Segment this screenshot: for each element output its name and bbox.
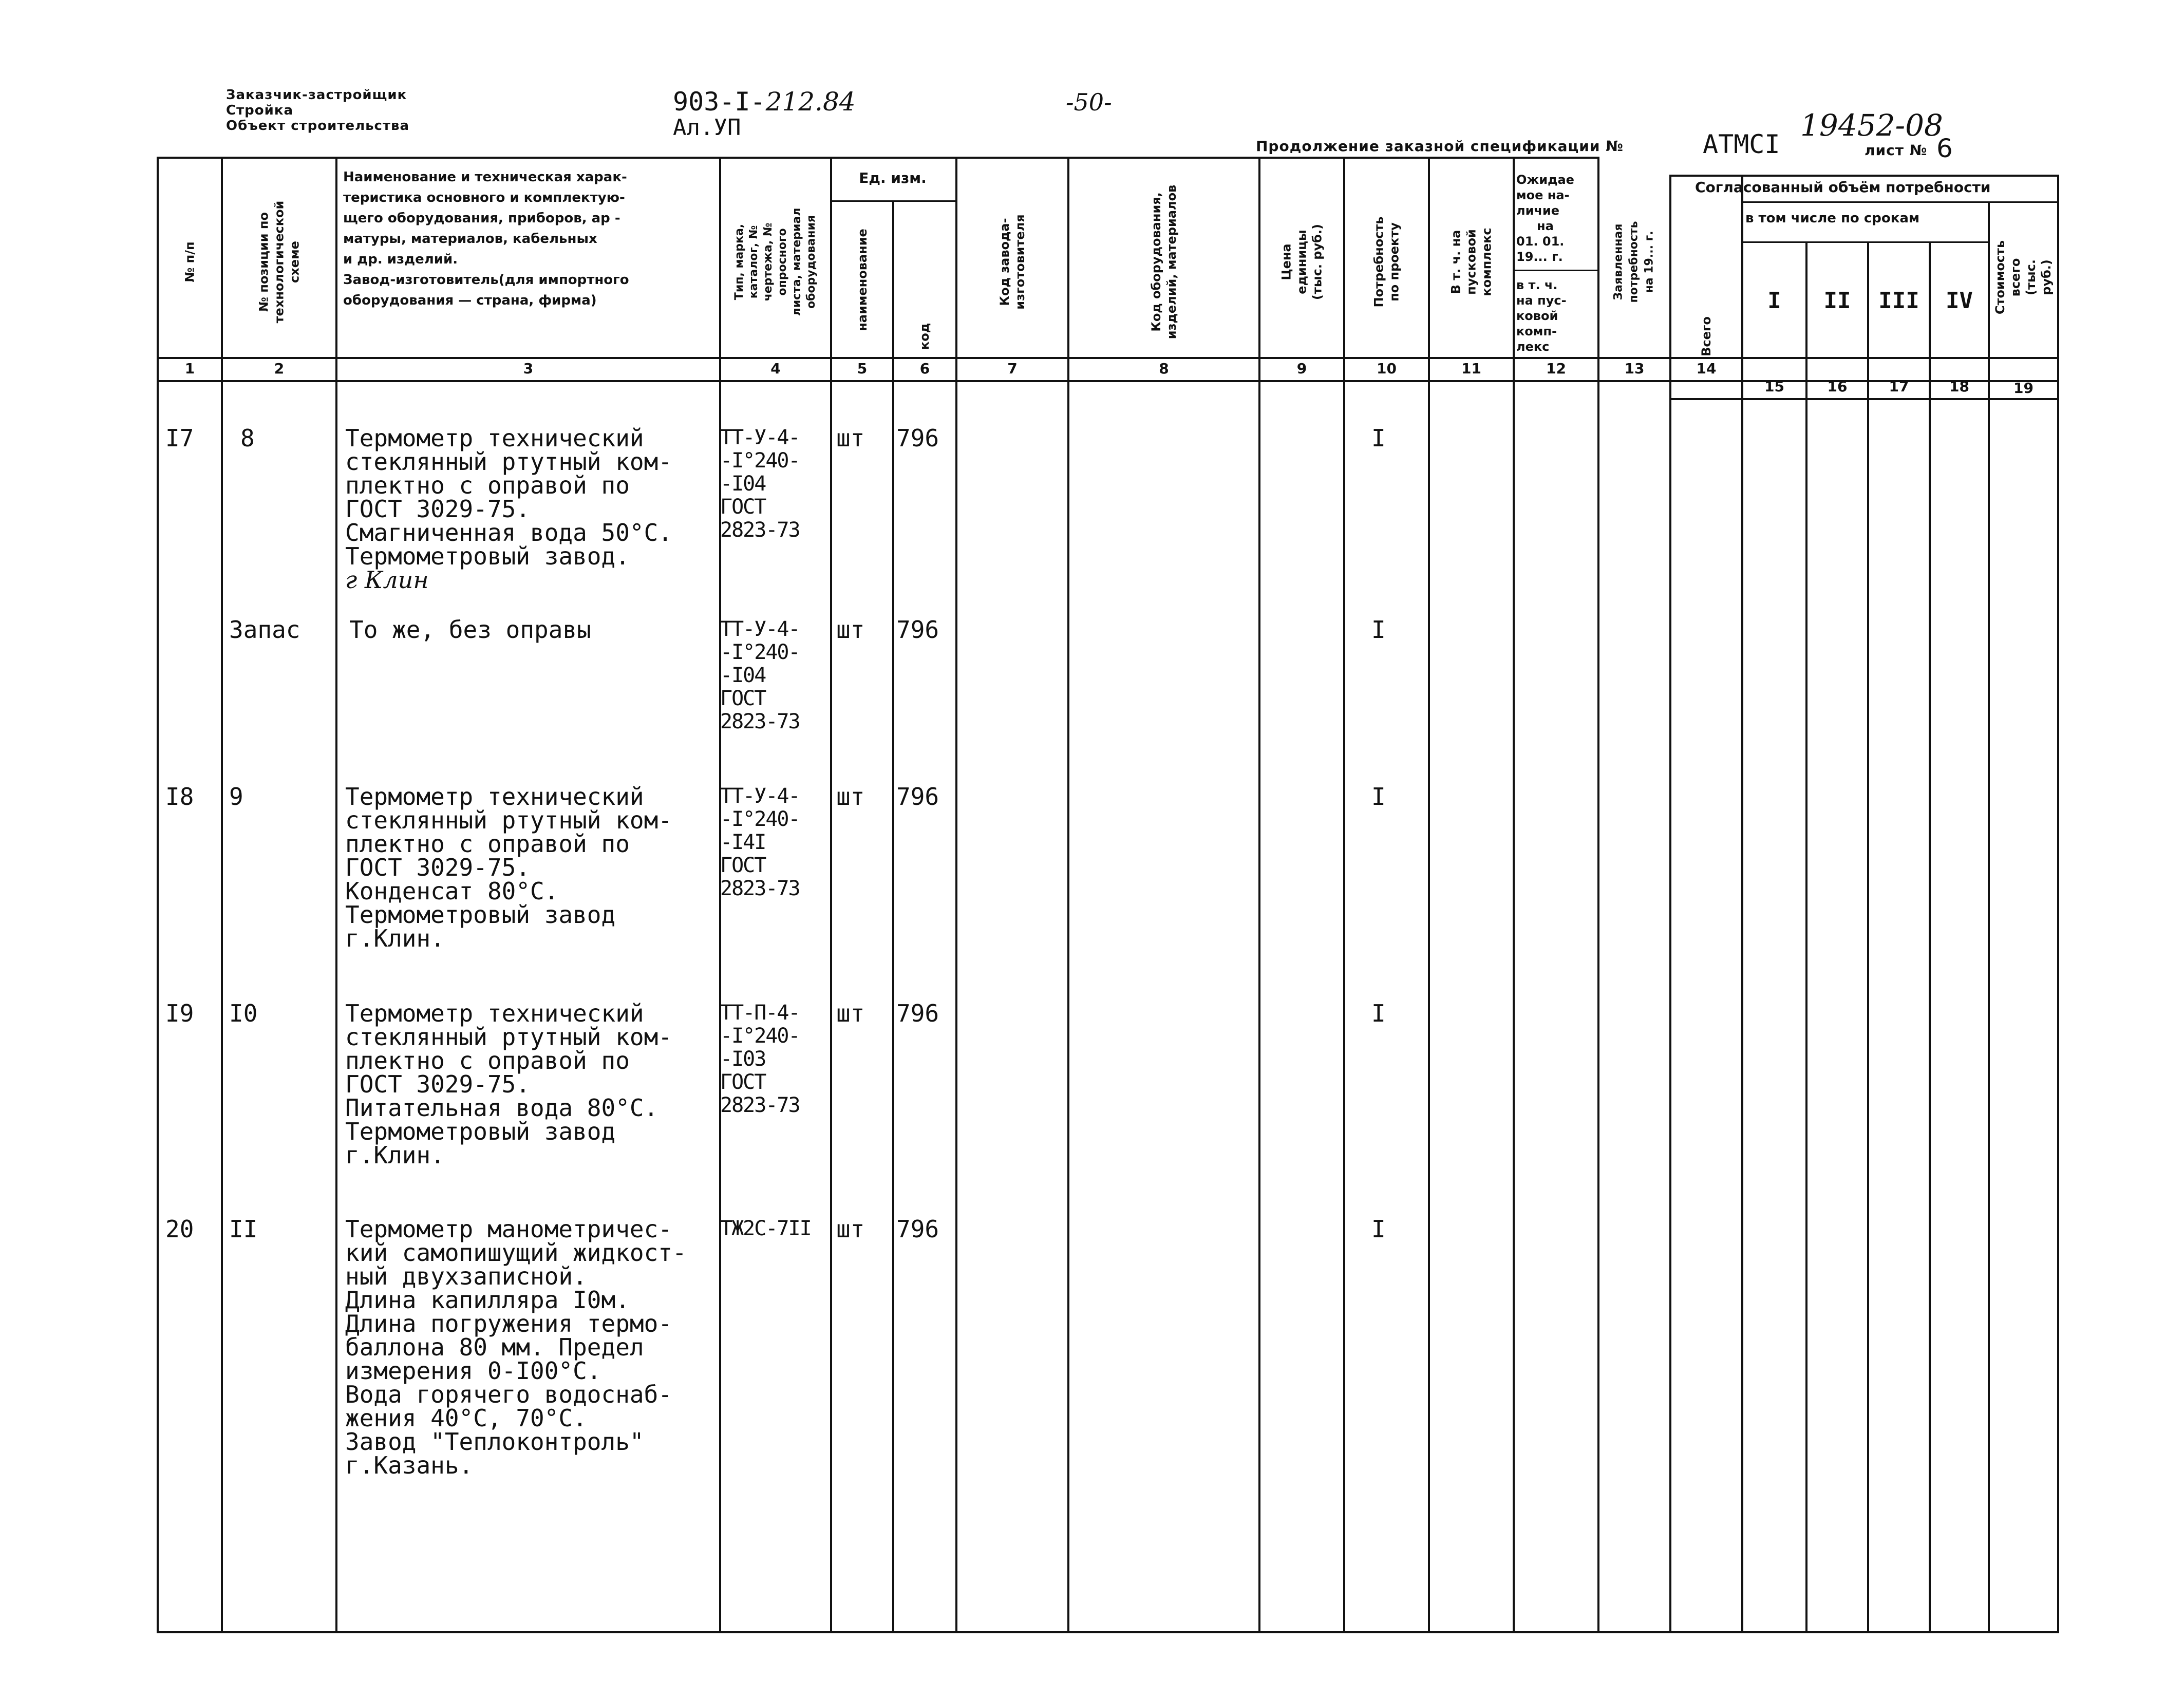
- col-number: 12: [1546, 360, 1566, 377]
- col-line: [830, 157, 832, 1633]
- sheet-number: 6: [1936, 134, 1953, 163]
- col-line: [1929, 241, 1931, 1633]
- numbers-bottom-line-right: [1669, 398, 2059, 400]
- row-type-mark: ТТ-У-4- -I°240- -I04 ГОСТ 2823-73: [720, 426, 800, 542]
- col-number: 19: [2013, 380, 2034, 397]
- row-need: I: [1371, 424, 1386, 452]
- table-bottom-border: [157, 1631, 2059, 1633]
- col-number: 5: [857, 360, 868, 377]
- row-need: I: [1371, 999, 1386, 1027]
- hdr-term-2: II: [1823, 288, 1851, 314]
- expected-split-line: [1513, 270, 1597, 271]
- col-line: [1988, 203, 1990, 1633]
- col-number: 18: [1949, 378, 1969, 395]
- row-description: То же, без оправы: [349, 616, 591, 644]
- row-need: I: [1371, 616, 1386, 644]
- row-unit: шт: [836, 1215, 865, 1243]
- col-number: 6: [919, 360, 930, 377]
- col-number: 14: [1696, 360, 1717, 377]
- hdr-unit-price: Цена единицы (тыс. руб.): [1279, 224, 1325, 300]
- col-line: [1805, 241, 1808, 1633]
- row-type-mark: ТТ-У-4- -I°240- -I4I ГОСТ 2823-73: [720, 784, 800, 900]
- col-number: 15: [1764, 378, 1784, 395]
- customer-label: Заказчик-застройщик: [226, 87, 407, 103]
- hdr-unit-code: код: [917, 323, 932, 350]
- row-position: 8: [240, 424, 255, 452]
- spec-code: АТМСI: [1703, 129, 1780, 159]
- hdr-equipment-code: Код оборудования, изделий, материалов: [1149, 184, 1179, 339]
- unit-group-line: [830, 200, 955, 202]
- col-line: [1597, 157, 1599, 1633]
- object-label: Объект строительства: [226, 118, 410, 134]
- col-number: 8: [1159, 360, 1169, 377]
- hdr-term-4: IV: [1946, 288, 1973, 314]
- row-unit-code: 796: [896, 999, 939, 1027]
- row-unit-code: 796: [896, 424, 939, 452]
- col-number: 1: [184, 360, 195, 377]
- col-number: 2: [274, 360, 285, 377]
- col-number: 13: [1624, 360, 1645, 377]
- header-bottom-line: [157, 357, 2059, 359]
- doc-code-printed: 903-I-: [673, 87, 766, 117]
- col-line: [1067, 157, 1069, 1633]
- col-line: [1513, 157, 1515, 1633]
- col-number: 17: [1889, 378, 1909, 395]
- col-line: [955, 157, 957, 1633]
- col-line: [1258, 157, 1260, 1633]
- hdr-cost-total: Стоимость всего (тыс. руб.): [1993, 240, 2054, 315]
- row-position: II: [229, 1215, 258, 1243]
- spec-handwritten: 19452-08: [1800, 108, 1943, 143]
- row-position: Запас: [229, 616, 300, 644]
- row-unit: шт: [836, 616, 865, 644]
- doc-code: [673, 88, 856, 115]
- hdr-position: № позиции по технологической схеме: [256, 200, 302, 324]
- hdr-declared-need: Заявленная потребность на 19... г.: [1612, 221, 1656, 303]
- row-type-mark: ТЖ2С-7II: [720, 1217, 811, 1240]
- term-group-line: [1741, 241, 1990, 243]
- hdr-row-number: № п/п: [182, 241, 197, 282]
- col-line: [1343, 157, 1345, 1633]
- hdr-description: Наименование и техническая харак- теристика основного и комплектую- щего оборудования, приборов, ар - матуры, материалов, кабельных и др. изделий. Завод-изготовитель(для импортного оборудования — страна, фирма): [343, 169, 629, 308]
- col-line: [2057, 175, 2059, 1633]
- hdr-term-3: III: [1878, 288, 1919, 314]
- construction-label: Стройка: [226, 103, 294, 118]
- hdr-unit-group: Ед. изм.: [859, 169, 927, 186]
- col-number: 16: [1827, 378, 1848, 395]
- col-number: 7: [1007, 360, 1018, 377]
- hdr-unit-name: наименование: [855, 229, 870, 331]
- sheet-label: лист №: [1865, 142, 1928, 159]
- row-number: I9: [165, 999, 194, 1027]
- hdr-factory-code: Код завода-изготовителя: [997, 214, 1027, 310]
- col-number: 11: [1461, 360, 1481, 377]
- row-need: I: [1371, 1215, 1386, 1243]
- col-line: [1867, 241, 1869, 1633]
- row-description: Термометр технический стеклянный ртутный ком- плектно с оправой по ГОСТ 3029-75. Смагниченная вода 50°С. Термометровый завод. г Клин: [345, 424, 672, 594]
- customer-block: [226, 87, 409, 134]
- table-top-border: [157, 157, 1597, 159]
- row-unit-code: 796: [896, 616, 939, 644]
- col-line: [892, 200, 894, 1633]
- row-number: I8: [165, 783, 194, 810]
- col-number: 4: [770, 360, 781, 377]
- doc-code-handwritten: 212.84: [765, 87, 856, 117]
- row-unit: шт: [836, 783, 865, 810]
- col-number: 10: [1377, 360, 1397, 377]
- row-need: I: [1371, 783, 1386, 810]
- hdr-expected-bottom: в т. ч. на пус- ковой комп- лекс: [1516, 278, 1567, 354]
- col-number: 3: [523, 360, 534, 377]
- row-number: 20: [165, 1215, 194, 1243]
- hdr-expected-top: Ожидае мое на- личие на 01. 01. 19... г.: [1516, 173, 1574, 264]
- hdr-need: Потребность по проекту: [1371, 216, 1402, 308]
- col-line: [1428, 157, 1430, 1633]
- row-description: Термометр манометричес- кий самопишущий жидкост- ный двухзаписной. Длина капилляра I0м. Длина погружения термо- баллона 80 мм. Предел измерения 0-I00°С. Вода горячего водоснаб- жения 40°С, 70°С. Завод "Теплоконтроль" г.Казань.: [345, 1215, 687, 1479]
- col-line: [335, 157, 337, 1633]
- row-unit-code: 796: [896, 1215, 939, 1243]
- row-unit: шт: [836, 424, 865, 452]
- page-marker: -50-: [1066, 88, 1112, 116]
- continuation-label: Продолжение заказной спецификации №: [1256, 138, 1624, 155]
- hdr-agreed-group: Согласованный объём потребности: [1695, 179, 1991, 196]
- col-line: [221, 157, 223, 1633]
- doc-album: Ал.УП: [673, 115, 741, 141]
- col-line: [157, 157, 159, 1633]
- col-number: 9: [1296, 360, 1307, 377]
- col-line: [1669, 175, 1671, 1633]
- row-position: 9: [229, 783, 243, 810]
- row-unit-code: 796: [896, 783, 939, 810]
- row-description: Термометр технический стеклянный ртутный ком- плектно с оправой по ГОСТ 3029-75. Конденсат 80°С. Термометровый завод г.Клин.: [345, 783, 672, 952]
- table-top-border-right: [1669, 175, 2059, 177]
- row-position: I0: [229, 999, 258, 1027]
- row-description: Термометр технический стеклянный ртутный ком- плектно с оправой по ГОСТ 3029-75. Питательная вода 80°С. Термометровый завод г.Клин.: [345, 999, 672, 1169]
- hdr-total: Всего: [1699, 316, 1714, 356]
- hdr-type-mark: Тип, марка, каталог, № чертежа, № опросного листа, материал оборудования: [733, 207, 818, 316]
- row-unit: шт: [836, 999, 865, 1027]
- row-number: I7: [165, 424, 194, 452]
- hdr-term-1: I: [1767, 288, 1781, 314]
- hdr-term-group: в том числе по срокам: [1745, 211, 1920, 226]
- row-type-mark: ТТ-У-4- -I°240- -I04 ГОСТ 2823-73: [720, 617, 800, 733]
- row-type-mark: ТТ-П-4- -I°240- -I03 ГОСТ 2823-73: [720, 1001, 800, 1117]
- hdr-launch-complex: В т. ч. на пусковой комплекс: [1448, 228, 1494, 296]
